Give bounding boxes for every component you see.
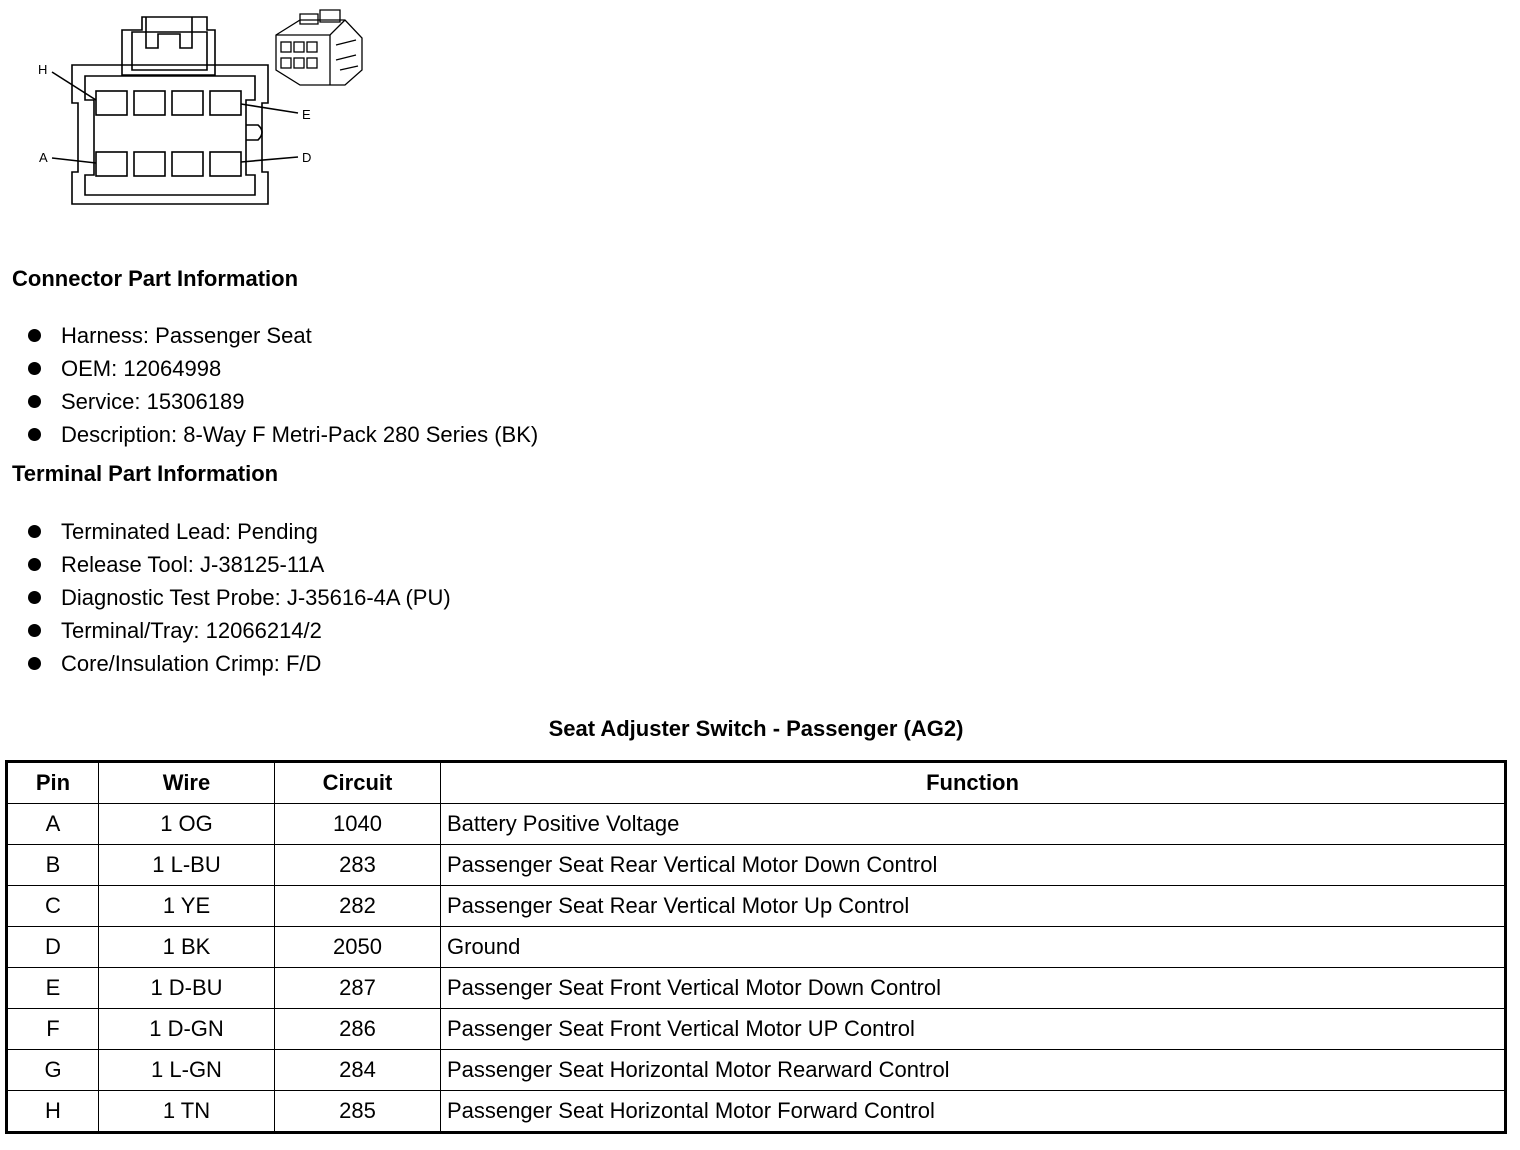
terminal-part-info-heading: Terminal Part Information: [12, 461, 279, 486]
header-pin: Pin: [7, 762, 99, 804]
cavity-h: [96, 91, 127, 115]
header-wire: Wire: [99, 762, 275, 804]
cell-pin: C: [7, 886, 99, 927]
connector-diagram: [0, 0, 400, 220]
list-item-text: Release Tool: J-38125-11A: [61, 552, 325, 577]
header-function: Function: [441, 762, 1506, 804]
bullet-icon: [28, 525, 41, 538]
cavity-g: [134, 91, 165, 115]
list-item-text: OEM: 12064998: [61, 356, 222, 381]
cell-function: Passenger Seat Front Vertical Motor Down Control: [441, 968, 1506, 1009]
bullet-icon: [28, 395, 41, 408]
bullet-icon: [28, 657, 41, 670]
cell-wire: 1 BK: [99, 927, 275, 968]
pin-label-e: E: [302, 107, 311, 122]
cell-wire: 1 OG: [99, 804, 275, 845]
cell-function: Ground: [441, 927, 1506, 968]
bullet-icon: [28, 558, 41, 571]
cell-wire: 1 TN: [99, 1091, 275, 1133]
cavity-d: [210, 152, 241, 176]
list-item-text: Diagnostic Test Probe: J-35616-4A (PU): [61, 585, 451, 610]
pin-label-h: H: [38, 62, 48, 77]
list-item-text: Core/Insulation Crimp: F/D: [61, 651, 322, 676]
cell-pin: F: [7, 1009, 99, 1050]
cell-circuit: 2050: [275, 927, 441, 968]
list-item: [28, 614, 451, 647]
cell-circuit: 286: [275, 1009, 441, 1050]
connector-body: [72, 65, 268, 204]
list-item: [28, 385, 538, 418]
bullet-icon: [28, 591, 41, 604]
table-row: [7, 968, 1506, 1009]
cell-pin: H: [7, 1091, 99, 1133]
table-row: [7, 1050, 1506, 1091]
list-item-text: Description: 8-Way F Metri-Pack 280 Series (BK): [61, 422, 539, 447]
list-item: [28, 581, 451, 614]
table-row: [7, 804, 1506, 845]
cell-circuit: 287: [275, 968, 441, 1009]
list-item: [28, 548, 451, 581]
cavity-f: [172, 91, 203, 115]
bullet-icon: [28, 329, 41, 342]
cavity-a: [96, 152, 127, 176]
cell-circuit: 282: [275, 886, 441, 927]
cell-pin: B: [7, 845, 99, 886]
list-item: [28, 319, 538, 352]
cell-function: Passenger Seat Horizontal Motor Forward Control: [441, 1091, 1506, 1133]
connector-part-info-list: [28, 319, 538, 451]
cavity-b: [134, 152, 165, 176]
pin-label-a: A: [39, 150, 48, 165]
cell-wire: 1 L-BU: [99, 845, 275, 886]
list-item-text: Harness: Passenger Seat: [61, 323, 312, 348]
cavity-c: [172, 152, 203, 176]
terminal-part-info-list: [28, 515, 451, 680]
table-row: [7, 1091, 1506, 1133]
list-item-text: Terminated Lead: Pending: [61, 519, 318, 544]
list-item: [28, 647, 451, 680]
cell-wire: 1 YE: [99, 886, 275, 927]
cell-wire: 1 L-GN: [99, 1050, 275, 1091]
cell-function: Passenger Seat Rear Vertical Motor Up Control: [441, 886, 1506, 927]
cell-pin: E: [7, 968, 99, 1009]
cell-pin: A: [7, 804, 99, 845]
table-caption: Seat Adjuster Switch - Passenger (AG2): [548, 716, 964, 741]
table-row: [7, 1009, 1506, 1050]
cell-function: Passenger Seat Front Vertical Motor UP Control: [441, 1009, 1506, 1050]
cell-pin: G: [7, 1050, 99, 1091]
connector-latch: [122, 17, 215, 75]
cell-circuit: 283: [275, 845, 441, 886]
cell-circuit: 1040: [275, 804, 441, 845]
cavity-e: [210, 91, 241, 115]
cell-circuit: 284: [275, 1050, 441, 1091]
pin-table: [5, 760, 1507, 1134]
table-row: [7, 845, 1506, 886]
table-row: [7, 927, 1506, 968]
list-item-text: Service: 15306189: [61, 389, 245, 414]
bullet-icon: [28, 362, 41, 375]
pin-label-d: D: [302, 150, 312, 165]
connector-part-info-heading: Connector Part Information: [12, 266, 299, 291]
list-item: [28, 418, 538, 451]
cell-wire: 1 D-BU: [99, 968, 275, 1009]
list-item: [28, 515, 451, 548]
bullet-icon: [28, 428, 41, 441]
cell-pin: D: [7, 927, 99, 968]
list-item: [28, 352, 538, 385]
bullet-icon: [28, 624, 41, 637]
table-header-row: [7, 762, 1506, 804]
header-circuit: Circuit: [275, 762, 441, 804]
cell-circuit: 285: [275, 1091, 441, 1133]
list-item-text: Terminal/Tray: 12066214/2: [61, 618, 322, 643]
cell-function: Battery Positive Voltage: [441, 804, 1506, 845]
table-row: [7, 886, 1506, 927]
connector-face-drawing: [0, 0, 400, 220]
cell-function: Passenger Seat Rear Vertical Motor Down Control: [441, 845, 1506, 886]
cell-wire: 1 D-GN: [99, 1009, 275, 1050]
cell-function: Passenger Seat Horizontal Motor Rearward Control: [441, 1050, 1506, 1091]
connector-isometric-view: [276, 10, 362, 85]
